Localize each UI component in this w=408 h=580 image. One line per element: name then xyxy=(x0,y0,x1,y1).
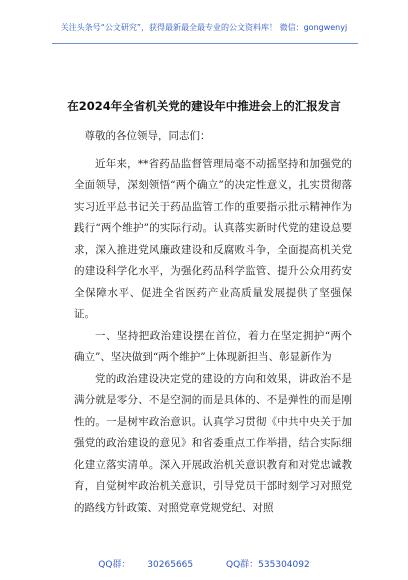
header-divider xyxy=(52,43,358,44)
body-paragraph-political: 党的政治建设决定党的建设的方向和效果，讲政治不是满分就是零分、不是空洞的而是具体的、不是弹性的而是刚性的。一是树牢政治意识。认真学习贯彻《中共中央关于加强党的政治建设的意见》和省委重点工作举措，结合实际细化建立落实清单。深入开展政治机关意识教育和对党忠诚教育，自觉树牢政治机关意识，引导党员干部时刻学习对照党的路线方针政策、对照党章党规党纪、对照 xyxy=(74,372,352,514)
document-body xyxy=(74,120,352,519)
footer-qq-group-2: QQ群：535304092 xyxy=(226,560,310,570)
document-title: 在2024年全省机关党的建设年中推进会上的汇报发言 xyxy=(67,99,341,113)
footer-contacts xyxy=(0,557,408,570)
body-paragraph-intro: 近年来，**省药品监督管理局毫不动摇坚持和加强党的全面领导，深刻领悟“两个确立”的决定性意义，扎实贯彻落实习近平总书记关于药品监管工作的重要指示批示精神作为践行“两个维护”的实际行动。认真落实新时代党的建设总要求，深入推进党风廉政建设和反腐败斗争，全面提高机关党的建设科学化水平，为强化药品科学监管、提升公众用药安全保障水平、促进全省医药产业高质量发展提供了坚强保证。 xyxy=(74,157,352,320)
salutation: 尊敬的各位领导，同志们： xyxy=(84,130,211,142)
section-heading-1: 一、坚持把政治建设摆在首位，着力在坚定拥护“两个确立”、坚决做到“两个维护”上体现新担当、彰显新作为 xyxy=(74,329,352,363)
header-note: 关注头条号“公文研究”，获得最新最全最专业的公文资料库！ 微信：gongwenyj xyxy=(60,23,348,32)
footer-qq-group-1: QQ群： 30265665 xyxy=(98,560,194,570)
